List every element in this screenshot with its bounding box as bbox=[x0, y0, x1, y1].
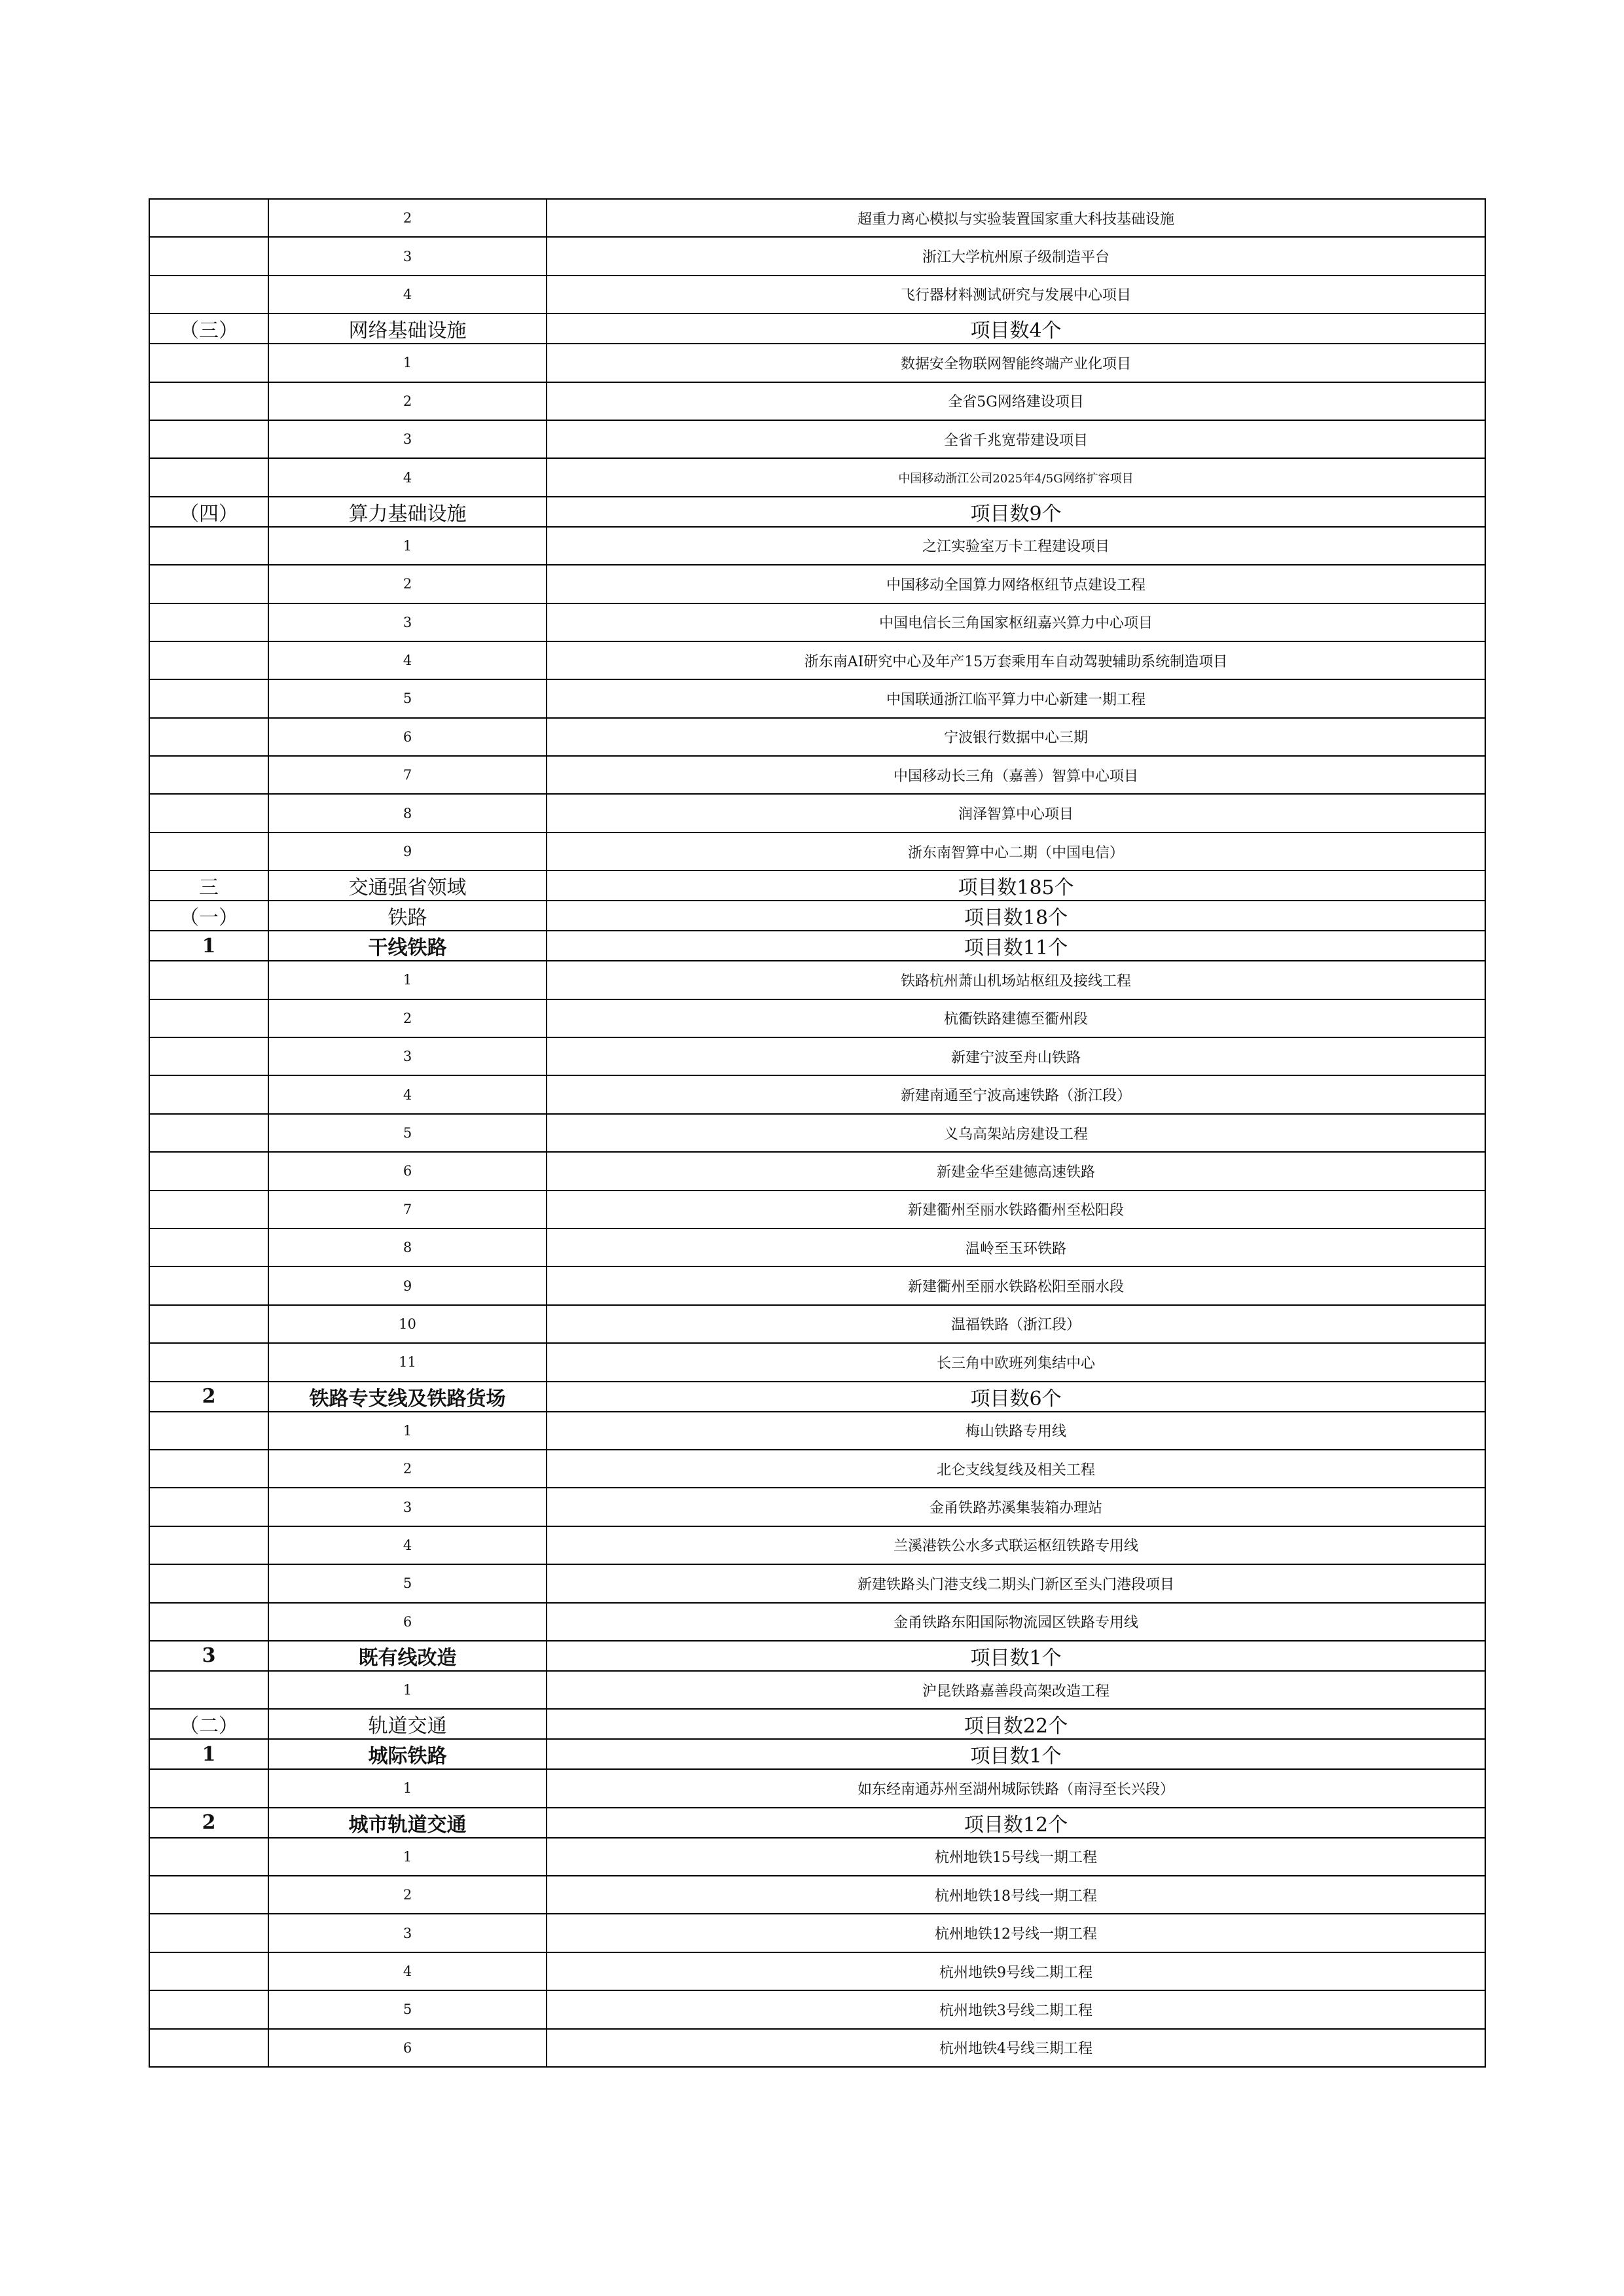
index-cell bbox=[149, 276, 268, 314]
project-row bbox=[149, 961, 1485, 999]
index-cell bbox=[149, 344, 268, 382]
project-row bbox=[149, 458, 1485, 496]
category-index: 2 bbox=[149, 1382, 268, 1412]
project-number: 3 bbox=[268, 420, 547, 458]
project-name: 中国移动浙江公司2025年4/5G网络扩容项目 bbox=[547, 458, 1485, 496]
category-count: 项目数1个 bbox=[547, 1739, 1485, 1769]
category-title: 交通强省领域 bbox=[268, 870, 547, 901]
project-name: 新建衢州至丽水铁路松阳至丽水段 bbox=[547, 1266, 1485, 1304]
project-number: 1 bbox=[268, 1412, 547, 1450]
project-row bbox=[149, 1305, 1485, 1343]
project-row bbox=[149, 199, 1485, 237]
project-name: 义乌高架站房建设工程 bbox=[547, 1114, 1485, 1152]
project-row bbox=[149, 2029, 1485, 2067]
category-row bbox=[149, 1382, 1485, 1412]
project-row bbox=[149, 1075, 1485, 1113]
project-number: 1 bbox=[268, 344, 547, 382]
category-title: 轨道交通 bbox=[268, 1709, 547, 1739]
category-title: 既有线改造 bbox=[268, 1641, 547, 1671]
project-number: 3 bbox=[268, 1037, 547, 1075]
project-row bbox=[149, 382, 1485, 420]
project-name: 沪昆铁路嘉善段高架改造工程 bbox=[547, 1671, 1485, 1709]
project-row bbox=[149, 527, 1485, 565]
category-title: 网络基础设施 bbox=[268, 314, 547, 344]
index-cell bbox=[149, 527, 268, 565]
project-number: 6 bbox=[268, 2029, 547, 2067]
project-row bbox=[149, 1564, 1485, 1602]
project-row bbox=[149, 833, 1485, 870]
project-name: 杭州地铁3号线二期工程 bbox=[547, 1990, 1485, 2028]
index-cell bbox=[149, 1037, 268, 1075]
category-row bbox=[149, 1808, 1485, 1838]
category-index: （一） bbox=[149, 901, 268, 931]
index-cell bbox=[149, 1838, 268, 1876]
project-number: 3 bbox=[268, 1488, 547, 1526]
index-cell bbox=[149, 1152, 268, 1190]
index-cell bbox=[149, 756, 268, 794]
index-cell bbox=[149, 1526, 268, 1564]
index-cell bbox=[149, 1191, 268, 1229]
project-row bbox=[149, 794, 1485, 832]
project-number: 3 bbox=[268, 1914, 547, 1952]
project-row bbox=[149, 565, 1485, 603]
category-index: （三） bbox=[149, 314, 268, 344]
project-number: 6 bbox=[268, 718, 547, 756]
category-title: 铁路专支线及铁路货场 bbox=[268, 1382, 547, 1412]
category-title: 铁路 bbox=[268, 901, 547, 931]
project-name: 杭衢铁路建德至衢州段 bbox=[547, 999, 1485, 1037]
project-name: 浙东南AI研究中心及年产15万套乘用车自动驾驶辅助系统制造项目 bbox=[547, 641, 1485, 679]
project-name: 新建金华至建德高速铁路 bbox=[547, 1152, 1485, 1190]
project-row bbox=[149, 1450, 1485, 1488]
project-name: 润泽智算中心项目 bbox=[547, 794, 1485, 832]
index-cell bbox=[149, 1603, 268, 1641]
project-name: 温福铁路（浙江段） bbox=[547, 1305, 1485, 1343]
project-number: 1 bbox=[268, 1769, 547, 1807]
category-count: 项目数6个 bbox=[547, 1382, 1485, 1412]
category-index: （四） bbox=[149, 497, 268, 527]
category-row bbox=[149, 1641, 1485, 1671]
project-row bbox=[149, 420, 1485, 458]
project-name: 飞行器材料测试研究与发展中心项目 bbox=[547, 276, 1485, 314]
project-number: 2 bbox=[268, 999, 547, 1037]
project-number: 9 bbox=[268, 833, 547, 870]
index-cell bbox=[149, 382, 268, 420]
project-row bbox=[149, 1914, 1485, 1952]
project-name: 杭州地铁15号线一期工程 bbox=[547, 1838, 1485, 1876]
index-cell bbox=[149, 1075, 268, 1113]
index-cell bbox=[149, 961, 268, 999]
category-row bbox=[149, 931, 1485, 961]
project-number: 8 bbox=[268, 794, 547, 832]
index-cell bbox=[149, 420, 268, 458]
index-cell bbox=[149, 1671, 268, 1709]
index-cell bbox=[149, 1266, 268, 1304]
category-title: 干线铁路 bbox=[268, 931, 547, 961]
category-title: 算力基础设施 bbox=[268, 497, 547, 527]
project-name: 杭州地铁9号线二期工程 bbox=[547, 1952, 1485, 1990]
index-cell bbox=[149, 641, 268, 679]
project-name: 中国移动全国算力网络枢纽节点建设工程 bbox=[547, 565, 1485, 603]
project-row bbox=[149, 718, 1485, 756]
project-name: 兰溪港铁公水多式联运枢纽铁路专用线 bbox=[547, 1526, 1485, 1564]
index-cell bbox=[149, 999, 268, 1037]
category-count: 项目数4个 bbox=[547, 314, 1485, 344]
project-row bbox=[149, 1526, 1485, 1564]
category-index: 1 bbox=[149, 1739, 268, 1769]
index-cell bbox=[149, 1564, 268, 1602]
category-count: 项目数1个 bbox=[547, 1641, 1485, 1671]
category-index: 1 bbox=[149, 931, 268, 961]
category-title: 城际铁路 bbox=[268, 1739, 547, 1769]
project-number: 5 bbox=[268, 679, 547, 717]
index-cell bbox=[149, 794, 268, 832]
project-name: 中国电信长三角国家枢纽嘉兴算力中心项目 bbox=[547, 603, 1485, 641]
index-cell bbox=[149, 237, 268, 275]
project-number: 3 bbox=[268, 603, 547, 641]
project-row bbox=[149, 1343, 1485, 1381]
project-row bbox=[149, 344, 1485, 382]
project-name: 杭州地铁18号线一期工程 bbox=[547, 1876, 1485, 1914]
project-row bbox=[149, 1671, 1485, 1709]
category-count: 项目数9个 bbox=[547, 497, 1485, 527]
project-number: 1 bbox=[268, 1838, 547, 1876]
project-row bbox=[149, 276, 1485, 314]
project-row bbox=[149, 1603, 1485, 1641]
index-cell bbox=[149, 1412, 268, 1450]
project-name: 长三角中欧班列集结中心 bbox=[547, 1343, 1485, 1381]
category-row bbox=[149, 870, 1485, 901]
project-name: 杭州地铁4号线三期工程 bbox=[547, 2029, 1485, 2067]
index-cell bbox=[149, 458, 268, 496]
project-name: 杭州地铁12号线一期工程 bbox=[547, 1914, 1485, 1952]
project-table bbox=[149, 198, 1486, 2068]
project-number: 1 bbox=[268, 961, 547, 999]
project-number: 2 bbox=[268, 1450, 547, 1488]
index-cell bbox=[149, 199, 268, 237]
category-count: 项目数18个 bbox=[547, 901, 1485, 931]
project-name: 金甬铁路苏溪集装箱办理站 bbox=[547, 1488, 1485, 1526]
project-name: 中国移动长三角（嘉善）智算中心项目 bbox=[547, 756, 1485, 794]
project-number: 7 bbox=[268, 756, 547, 794]
project-number: 2 bbox=[268, 565, 547, 603]
index-cell bbox=[149, 565, 268, 603]
project-number: 7 bbox=[268, 1191, 547, 1229]
category-count: 项目数185个 bbox=[547, 870, 1485, 901]
category-index: 三 bbox=[149, 870, 268, 901]
project-number: 5 bbox=[268, 1990, 547, 2028]
project-row bbox=[149, 1412, 1485, 1450]
project-row bbox=[149, 641, 1485, 679]
project-number: 10 bbox=[268, 1305, 547, 1343]
project-name: 北仑支线复线及相关工程 bbox=[547, 1450, 1485, 1488]
project-row bbox=[149, 603, 1485, 641]
project-row bbox=[149, 1114, 1485, 1152]
project-row bbox=[149, 1266, 1485, 1304]
project-row bbox=[149, 1990, 1485, 2028]
project-number: 4 bbox=[268, 1952, 547, 1990]
category-count: 项目数12个 bbox=[547, 1808, 1485, 1838]
index-cell bbox=[149, 1343, 268, 1381]
category-row bbox=[149, 497, 1485, 527]
project-row bbox=[149, 1769, 1485, 1807]
project-name: 铁路杭州萧山机场站枢纽及接线工程 bbox=[547, 961, 1485, 999]
project-row bbox=[149, 1037, 1485, 1075]
index-cell bbox=[149, 1488, 268, 1526]
index-cell bbox=[149, 1305, 268, 1343]
project-number: 4 bbox=[268, 458, 547, 496]
project-name: 新建衢州至丽水铁路衢州至松阳段 bbox=[547, 1191, 1485, 1229]
project-number: 2 bbox=[268, 1876, 547, 1914]
project-table-body bbox=[149, 199, 1485, 2067]
project-number: 1 bbox=[268, 1671, 547, 1709]
project-row bbox=[149, 1152, 1485, 1190]
project-number: 6 bbox=[268, 1603, 547, 1641]
project-number: 4 bbox=[268, 276, 547, 314]
project-name: 新建南通至宁波高速铁路（浙江段） bbox=[547, 1075, 1485, 1113]
category-title: 城市轨道交通 bbox=[268, 1808, 547, 1838]
project-row bbox=[149, 1952, 1485, 1990]
index-cell bbox=[149, 1114, 268, 1152]
index-cell bbox=[149, 1229, 268, 1266]
category-index: （二） bbox=[149, 1709, 268, 1739]
category-count: 项目数22个 bbox=[547, 1709, 1485, 1739]
project-name: 之江实验室万卡工程建设项目 bbox=[547, 527, 1485, 565]
project-name: 全省5G网络建设项目 bbox=[547, 382, 1485, 420]
index-cell bbox=[149, 679, 268, 717]
index-cell bbox=[149, 1952, 268, 1990]
project-number: 5 bbox=[268, 1564, 547, 1602]
project-name: 浙东南智算中心二期（中国电信） bbox=[547, 833, 1485, 870]
project-name: 温岭至玉环铁路 bbox=[547, 1229, 1485, 1266]
project-row bbox=[149, 756, 1485, 794]
project-name: 如东经南通苏州至湖州城际铁路（南浔至长兴段） bbox=[547, 1769, 1485, 1807]
project-row bbox=[149, 1191, 1485, 1229]
project-name: 超重力离心模拟与实验装置国家重大科技基础设施 bbox=[547, 199, 1485, 237]
project-number: 6 bbox=[268, 1152, 547, 1190]
index-cell bbox=[149, 1914, 268, 1952]
project-number: 11 bbox=[268, 1343, 547, 1381]
project-number: 9 bbox=[268, 1266, 547, 1304]
project-row bbox=[149, 679, 1485, 717]
index-cell bbox=[149, 1876, 268, 1914]
index-cell bbox=[149, 1450, 268, 1488]
project-name: 新建宁波至舟山铁路 bbox=[547, 1037, 1485, 1075]
project-row bbox=[149, 1488, 1485, 1526]
project-name: 新建铁路头门港支线二期头门新区至头门港段项目 bbox=[547, 1564, 1485, 1602]
project-name: 金甬铁路东阳国际物流园区铁路专用线 bbox=[547, 1603, 1485, 1641]
category-row bbox=[149, 1739, 1485, 1769]
project-row bbox=[149, 1838, 1485, 1876]
index-cell bbox=[149, 603, 268, 641]
index-cell bbox=[149, 833, 268, 870]
project-number: 3 bbox=[268, 237, 547, 275]
category-row bbox=[149, 1709, 1485, 1739]
category-count: 项目数11个 bbox=[547, 931, 1485, 961]
project-name: 浙江大学杭州原子级制造平台 bbox=[547, 237, 1485, 275]
project-number: 1 bbox=[268, 527, 547, 565]
index-cell bbox=[149, 1990, 268, 2028]
project-row bbox=[149, 1876, 1485, 1914]
project-name: 宁波银行数据中心三期 bbox=[547, 718, 1485, 756]
project-row bbox=[149, 999, 1485, 1037]
project-number: 8 bbox=[268, 1229, 547, 1266]
category-index: 2 bbox=[149, 1808, 268, 1838]
project-number: 4 bbox=[268, 641, 547, 679]
category-row bbox=[149, 901, 1485, 931]
project-number: 5 bbox=[268, 1114, 547, 1152]
project-name: 全省千兆宽带建设项目 bbox=[547, 420, 1485, 458]
project-row bbox=[149, 237, 1485, 275]
project-number: 4 bbox=[268, 1075, 547, 1113]
project-number: 2 bbox=[268, 382, 547, 420]
project-row bbox=[149, 1229, 1485, 1266]
project-name: 数据安全物联网智能终端产业化项目 bbox=[547, 344, 1485, 382]
index-cell bbox=[149, 718, 268, 756]
category-index: 3 bbox=[149, 1641, 268, 1671]
project-name: 梅山铁路专用线 bbox=[547, 1412, 1485, 1450]
index-cell bbox=[149, 1769, 268, 1807]
project-name: 中国联通浙江临平算力中心新建一期工程 bbox=[547, 679, 1485, 717]
category-row bbox=[149, 314, 1485, 344]
index-cell bbox=[149, 2029, 268, 2067]
project-number: 4 bbox=[268, 1526, 547, 1564]
project-number: 2 bbox=[268, 199, 547, 237]
